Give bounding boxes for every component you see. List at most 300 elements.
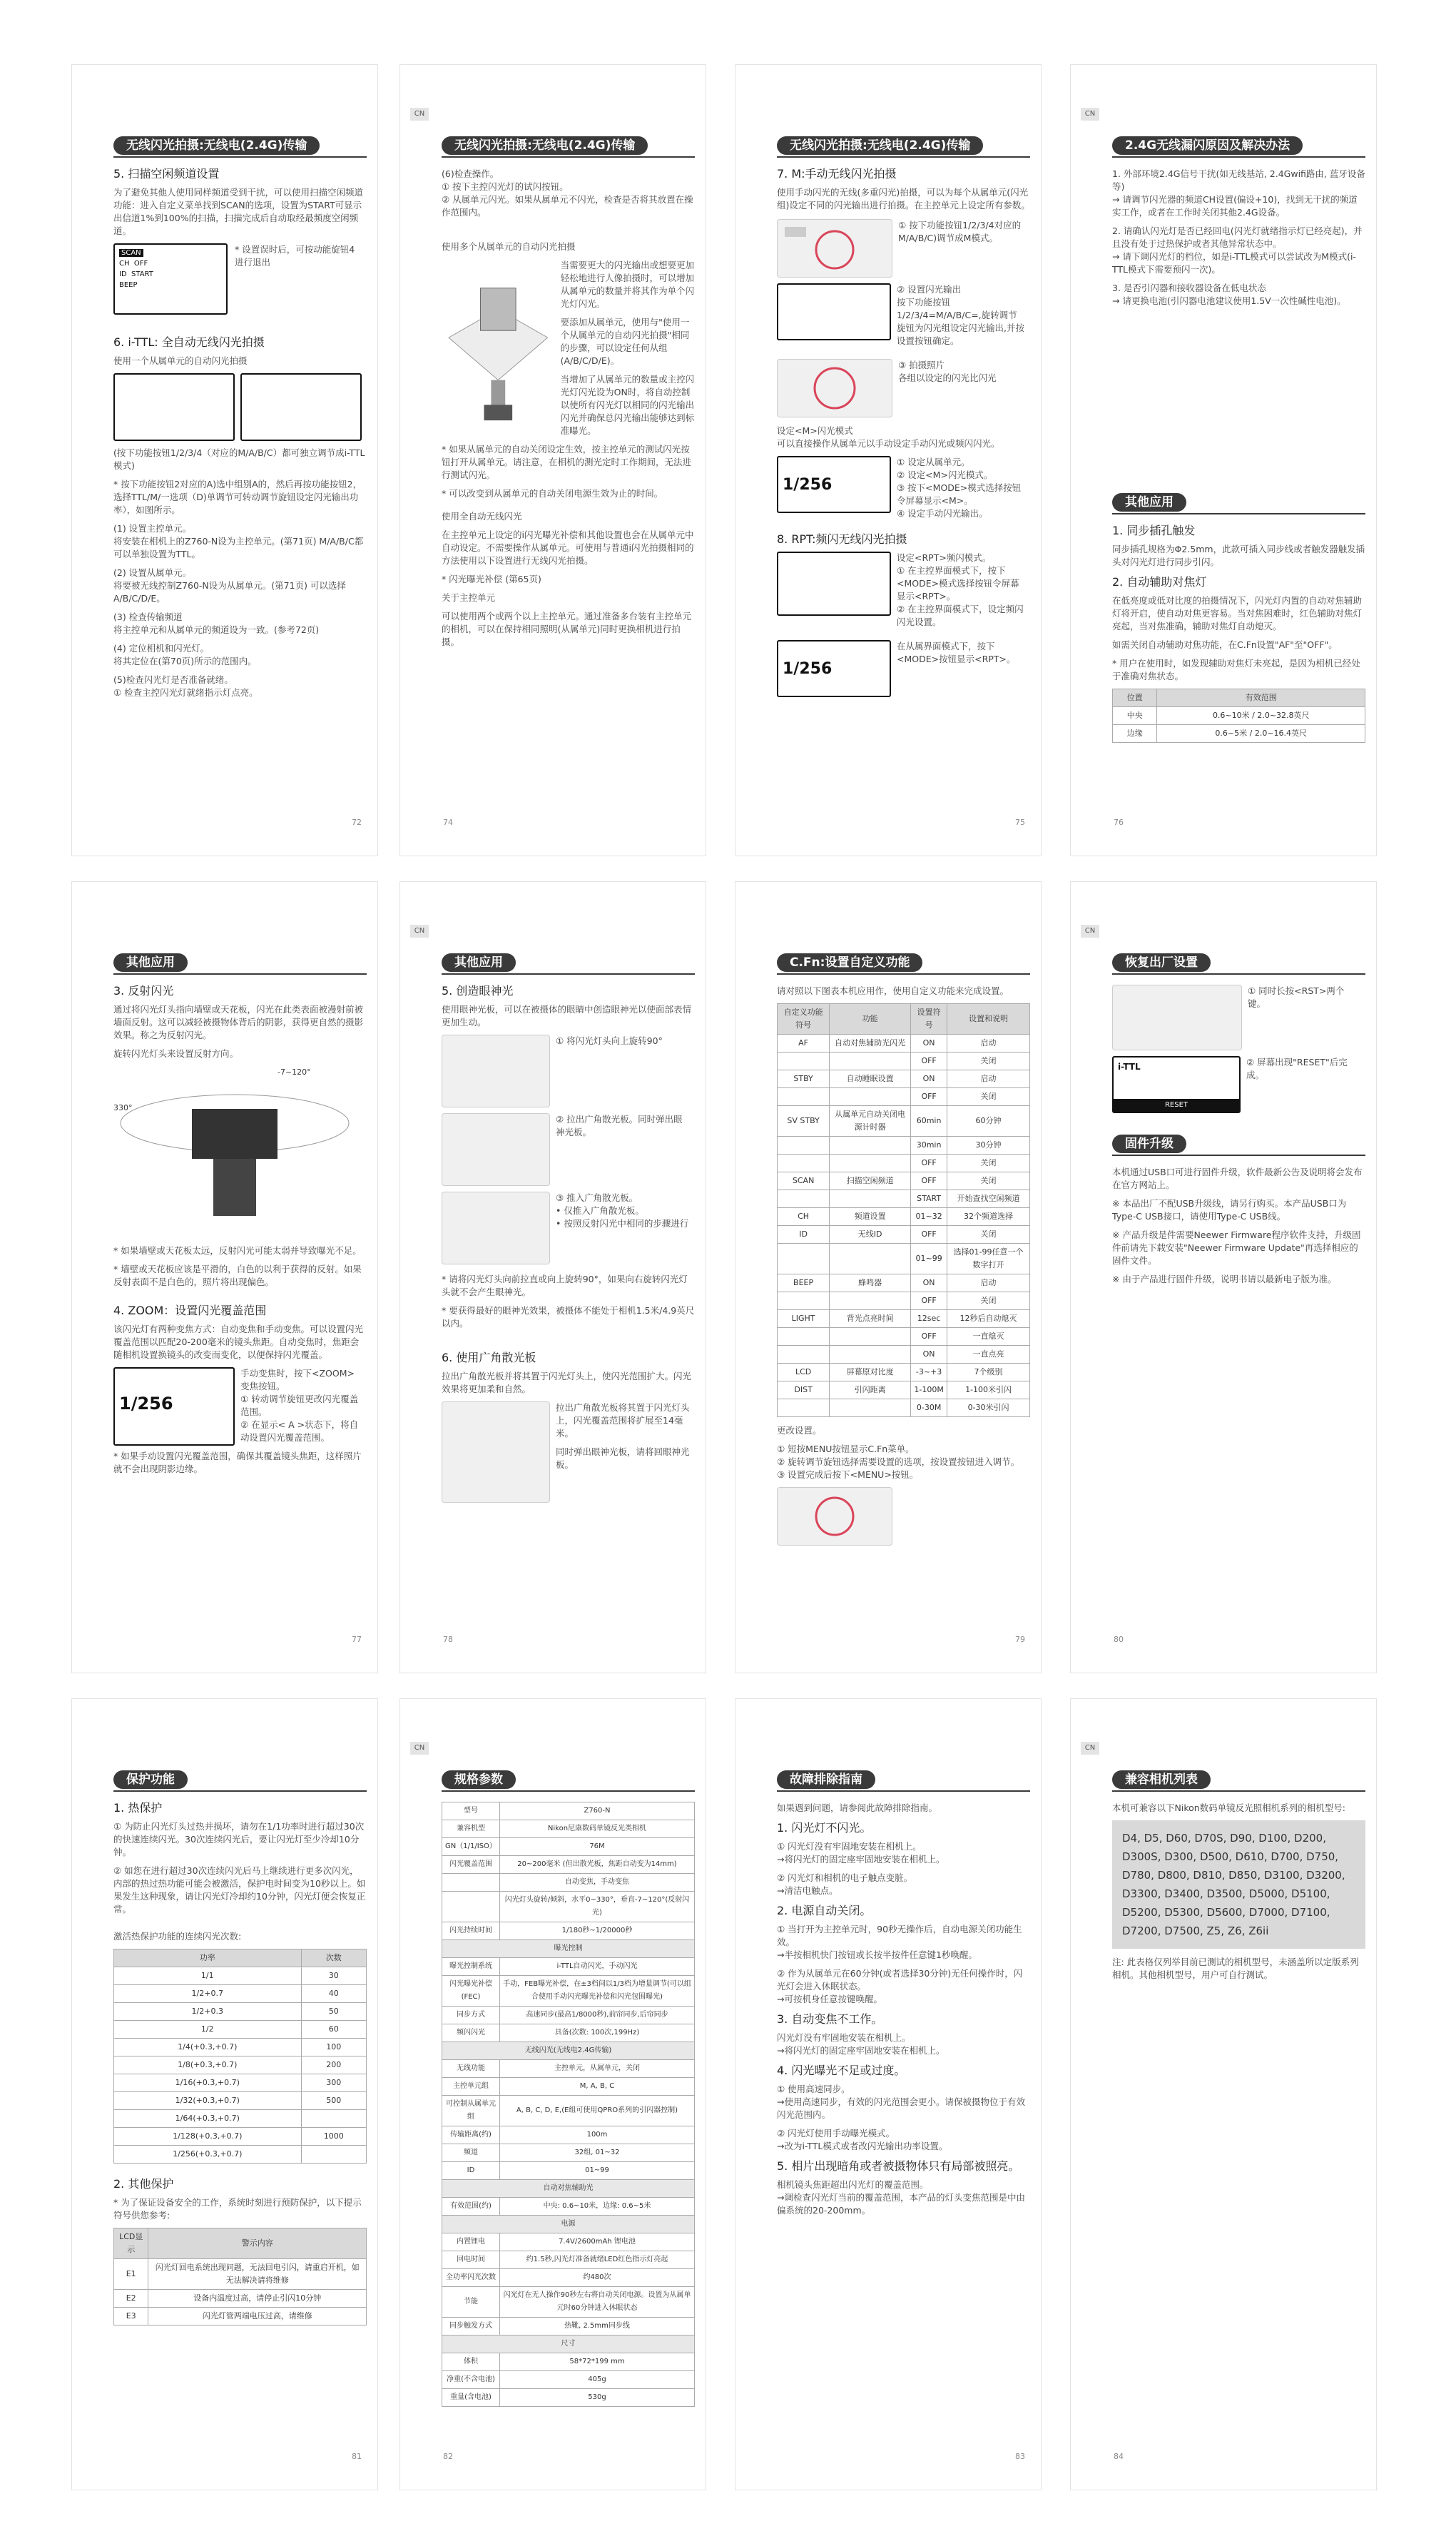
table-cell: 30分钟 bbox=[947, 1137, 1030, 1155]
table-cell: ON bbox=[911, 1035, 947, 1053]
manual-page-77 bbox=[71, 881, 378, 1673]
change-3: ③ 设置完成后按下<MENU>按钮。 bbox=[777, 1469, 919, 1480]
firmware-4: ※ 由于产品进行固件升级，说明书请以最新电子版为准。 bbox=[1112, 1274, 1337, 1284]
col-power: 功率 bbox=[114, 1949, 302, 1967]
step5-title: (5)检查闪光灯是否准备就绪。 bbox=[113, 674, 233, 685]
multi-text-1: 当需要更大的闪光输出或想要更加轻松地进行人像拍摄时，可以增加从属单元的数量并将其作为单个闪光灯闪光。 bbox=[560, 260, 695, 309]
table-cell: 选择01-99任意一个数字打开 bbox=[947, 1244, 1030, 1274]
table-row bbox=[114, 2290, 367, 2308]
heading-bounce: 3. 反射闪光 bbox=[113, 984, 174, 998]
dial-icon bbox=[778, 360, 892, 417]
table-cell: 具备(次数: 100次,199Hz) bbox=[499, 2024, 694, 2042]
manual-step-3b: 各组以设定的闪光比闪光 bbox=[898, 372, 997, 383]
page-number: 81 bbox=[352, 2452, 362, 2461]
page-body bbox=[1112, 1770, 1365, 1987]
spec-group-label: 尺寸 bbox=[442, 2335, 695, 2353]
set-mode-b: 可以直接操作从属单元以手动设定手动闪光或频闪闪光。 bbox=[777, 438, 1000, 449]
col-symbol: 自定义功能符号 bbox=[778, 1004, 830, 1035]
table-cell: 闪光持续时间 bbox=[442, 1922, 500, 1940]
table-row bbox=[442, 2233, 695, 2251]
table-cell: 手动，FEB曝光补偿，在±3档间以1/3档为增量调节(可以组合使用手动闪光曝光补偿和闪光包围曝光) bbox=[499, 1976, 694, 2007]
table-cell: 约480次 bbox=[499, 2269, 694, 2287]
section-rule bbox=[442, 1790, 695, 1792]
section-title: 故障排除指南 bbox=[777, 1770, 875, 1789]
table-cell: LIGHT bbox=[778, 1310, 830, 1328]
manual-page-84 bbox=[1070, 1698, 1377, 2490]
spec-group-row bbox=[442, 2335, 695, 2353]
table-cell: 回电时间 bbox=[442, 2251, 500, 2269]
change-title: 更改设置。 bbox=[777, 1425, 822, 1436]
table-cell: 60min bbox=[911, 1106, 947, 1137]
table-cell: 主控单元组 bbox=[442, 2078, 500, 2096]
section-title: 其他应用 bbox=[113, 953, 188, 972]
table-row bbox=[442, 1802, 695, 1820]
table-cell: 1/32(+0.3,+0.7) bbox=[114, 2092, 302, 2110]
page-number: 72 bbox=[352, 818, 362, 827]
page-number: 83 bbox=[1015, 2452, 1025, 2461]
table-row bbox=[114, 2092, 367, 2110]
table-cell: 1/8(+0.3,+0.7) bbox=[114, 2056, 302, 2074]
full-auto-heading: 使用全自动无线闪光 bbox=[442, 511, 522, 522]
table-cell: 1/2 bbox=[114, 2021, 302, 2039]
table-cell: 设备内温度过高，请停止引闪10分钟 bbox=[148, 2290, 367, 2308]
table-cell: 关闭 bbox=[947, 1155, 1030, 1172]
table-cell: E2 bbox=[114, 2290, 148, 2308]
m-step-4: ④ 设定手动闪光输出。 bbox=[897, 508, 988, 519]
table-row bbox=[114, 2003, 367, 2021]
table-cell: 关闭 bbox=[947, 1292, 1030, 1310]
flash-dial-image bbox=[777, 1487, 892, 1546]
table-cell bbox=[830, 1155, 911, 1172]
table-cell: 同步方式 bbox=[442, 2007, 500, 2024]
heading-t2: 2. 电源自动关闭。 bbox=[777, 1904, 872, 1917]
table-cell bbox=[778, 1399, 830, 1417]
lcd-ch-label: CH bbox=[119, 260, 130, 268]
section-rule bbox=[1112, 513, 1365, 514]
table-cell: OFF bbox=[911, 1328, 947, 1346]
table-cell: 内置锂电 bbox=[442, 2233, 500, 2251]
table-cell: 曝光控制系统 bbox=[442, 1958, 500, 1976]
table-cell: ID bbox=[778, 1226, 830, 1244]
table-cell: 58*72*199 mm bbox=[499, 2353, 694, 2371]
ittl-note: * 按下功能按钮2对应的A)选中组别A的，然后再按功能按钮2，选择TTL/M/一选项（D)单调节可转动调节旋钮设定闪光输出功率），如图所示。 bbox=[113, 479, 362, 515]
section-title: 兼容相机列表 bbox=[1112, 1770, 1211, 1789]
firmware-3: ※ 产品升级是件需要Neewer Firmware程序软件支持，升级固件前请先下载安装"Neewer Firmware Update"再选择相应的固件文件。 bbox=[1112, 1229, 1361, 1266]
table-cell: 1-100米引闪 bbox=[947, 1381, 1030, 1399]
section-title: 规格参数 bbox=[442, 1770, 516, 1789]
step2-body: 将要被无线控制Z760-N设为从属单元。(第71页) 可以选择A/B/C/D/E。 bbox=[113, 580, 346, 604]
trouble-intro: 如果遇到问题，请参阅此故障排除指南。 bbox=[777, 1802, 938, 1813]
table-row bbox=[114, 1985, 367, 2003]
heading-scan: 5. 扫描空闲频道设置 bbox=[113, 167, 220, 181]
multi-text-2: 要添加从属单元，使用与"使用一个从属单元的自动闪光拍摄"相同的步骤，可以设定任何从组(A/B/C/D/E)。 bbox=[560, 317, 690, 366]
t1-a: ① 闪光灯没有牢固地安装在相机上。 →将闪光灯的固定座牢固地安装在相机上。 bbox=[777, 1841, 945, 1865]
manual-page-81 bbox=[71, 1698, 378, 2490]
lcd-start-value: START bbox=[131, 270, 153, 278]
page-number: 82 bbox=[443, 2452, 453, 2461]
table-cell: i-TTL自动闪光，手动闪光 bbox=[499, 1958, 694, 1976]
table-cell: M, A, B, C bbox=[499, 2078, 694, 2096]
table-cell: 节能 bbox=[442, 2287, 500, 2318]
table-cell: ON bbox=[911, 1070, 947, 1088]
step5-body: ① 检查主控闪光灯就绪指示灯点亮。 bbox=[113, 687, 258, 698]
manual-page-82 bbox=[399, 1698, 706, 2490]
spec-group-row bbox=[442, 2042, 695, 2060]
table-cell: 100 bbox=[301, 2039, 366, 2056]
eye-3b: • 仅推入广角散光板。 bbox=[556, 1205, 644, 1216]
page-body bbox=[777, 136, 1030, 697]
table-cell bbox=[830, 1053, 911, 1070]
section-title: 无线闪光拍摄:无线电(2.4G)传输 bbox=[113, 136, 320, 155]
lcd-mode: i-TTL bbox=[1118, 1062, 1141, 1072]
table-cell: 背光点亮时间 bbox=[830, 1310, 911, 1328]
multi-flash-setup-icon bbox=[442, 259, 555, 437]
heading-wide: 6. 使用广角散光板 bbox=[442, 1351, 536, 1364]
table-cell: 频闪闪光 bbox=[442, 2024, 500, 2042]
section-title: 2.4G无线漏闪原因及解决办法 bbox=[1112, 136, 1303, 155]
table-cell: 1/1 bbox=[114, 1967, 302, 1985]
dial-icon bbox=[778, 1488, 892, 1545]
camera-intro: 本机可兼容以下Nikon数码单镜反光照相机系列的相机型号: bbox=[1112, 1802, 1345, 1813]
table-cell: 体积 bbox=[442, 2353, 500, 2371]
language-tab: CN bbox=[410, 1742, 429, 1755]
table-cell: 传输距离(约) bbox=[442, 2126, 500, 2144]
table-row bbox=[778, 1274, 1030, 1292]
rotate-text: 旋转闪光灯头来设置反射方向。 bbox=[113, 1048, 239, 1059]
table-cell: 01~99 bbox=[911, 1244, 947, 1274]
table-cell: 热靴, 2.5mm同步线 bbox=[499, 2318, 694, 2335]
bounce-text: 通过将闪光灯头指向墙壁或天花板，闪光在此类表面被漫射前被墙面反射。这可以减轻被摄物体背后的阴影，获得更自然的摄影效果。称之为反射闪光。 bbox=[113, 1004, 364, 1040]
table-cell: 闪光灯回电系统出现问题，无法回电引闪，请重启开机，如无法解决请将维修 bbox=[148, 2259, 367, 2290]
table-cell bbox=[778, 1190, 830, 1208]
section-title: 恢复出厂设置 bbox=[1112, 953, 1211, 972]
page-number: 76 bbox=[1114, 818, 1124, 827]
table-cell: 1/180秒~1/20000秒 bbox=[499, 1922, 694, 1940]
table-cell: SCAN bbox=[778, 1172, 830, 1190]
page-number: 84 bbox=[1114, 2452, 1124, 2461]
change-1: ① 短按MENU按钮显示C.Fn菜单。 bbox=[777, 1444, 915, 1454]
table-cell: 60 bbox=[301, 2021, 366, 2039]
ittl-subtitle: 使用一个从属单元的自动闪光拍摄 bbox=[113, 355, 248, 366]
language-tab: CN bbox=[1081, 1742, 1099, 1755]
table-cell: 关闭 bbox=[947, 1088, 1030, 1106]
table-cell: A, B, C, D, E,(E组可使用QPRO系列的引闪器控制) bbox=[499, 2096, 694, 2126]
table-cell: -3~+3 bbox=[911, 1364, 947, 1381]
table-cell: START bbox=[911, 1190, 947, 1208]
table-cell: 关闭 bbox=[947, 1226, 1030, 1244]
table-cell bbox=[778, 1244, 830, 1274]
table-cell: 闪光灯头旋转/倾斜，水平0~330°，垂直-7~120°(反射闪光) bbox=[499, 1892, 694, 1922]
note-2: * 可以改变到从属单元的自动关闭电源生效为止的时间。 bbox=[442, 488, 663, 499]
other-text: * 为了保证设备安全的工作，系统时刻进行预防保护，以下提示符号供您参考: bbox=[113, 2197, 362, 2221]
table-cell: 启动 bbox=[947, 1274, 1030, 1292]
table-cell: AF bbox=[778, 1035, 830, 1053]
section-rule bbox=[1112, 1155, 1365, 1156]
table-row bbox=[442, 2269, 695, 2287]
table-row bbox=[114, 2074, 367, 2092]
table-cell: 100m bbox=[499, 2126, 694, 2144]
table-row bbox=[778, 1070, 1030, 1088]
table-cell: 32个频道选择 bbox=[947, 1208, 1030, 1226]
reset-1: ① 同时长按<RST>两个键。 bbox=[1248, 985, 1345, 1009]
lcd-reset: RESET bbox=[1114, 1099, 1239, 1112]
ittl-lcd-right bbox=[240, 373, 362, 441]
af-text: 在低亮度或低对比度的拍摄情况下，闪光灯内置的自动对焦辅助灯将开启，使自动对焦更容易。当对焦困难时，红色辅助对焦灯亮起，当对焦准确，辅助对焦灯自动熄灭。 bbox=[1112, 595, 1363, 632]
table-cell: 1/2+0.3 bbox=[114, 2003, 302, 2021]
section-rule bbox=[777, 1790, 1030, 1792]
heading-eye: 5. 创造眼神光 bbox=[442, 984, 514, 998]
table-cell: 开始查找空闲频道 bbox=[947, 1190, 1030, 1208]
table-row bbox=[442, 2353, 695, 2371]
table-cell: 40 bbox=[301, 1985, 366, 2003]
step2-title: (2) 设置从属单元。 bbox=[113, 567, 192, 578]
af-range-table bbox=[1112, 689, 1365, 743]
firmware-1: 本机通过USB口可进行固件升级，软件最新公告及说明将会发布在官方网站上。 bbox=[1112, 1167, 1363, 1190]
table-row bbox=[442, 2007, 695, 2024]
table-row bbox=[442, 1874, 695, 1892]
heading-sync: 1. 同步插孔触发 bbox=[1112, 524, 1196, 537]
step4-body: 将其定位在(第70页)所示的范围内。 bbox=[113, 656, 257, 666]
issue-2: 2. 请确认闪光灯是否已经回电(闪光灯就绪指示灯已经亮起)，并且没有处于过热保护或者其他异常状态中。 bbox=[1112, 225, 1363, 249]
table-cell: 1/256(+0.3,+0.7) bbox=[114, 2146, 302, 2164]
table-row bbox=[442, 2126, 695, 2144]
table-cell: LCD bbox=[778, 1364, 830, 1381]
table-row bbox=[114, 2259, 367, 2290]
table-cell: 0-30米引闪 bbox=[947, 1399, 1030, 1417]
manual-page-83 bbox=[735, 1698, 1042, 2490]
bounce-note-2: * 墙壁或天花板应该是平滑的，白色的以利于获得的反射。如果反射表面不是白色的，照片将出现偏色。 bbox=[113, 1264, 362, 1287]
table-row bbox=[778, 1172, 1030, 1190]
rpt-2: ① 在主控界面模式下，按下<MODE>模式选择按钮令屏幕显示<RPT>。 bbox=[897, 565, 1019, 602]
table-row bbox=[442, 2371, 695, 2389]
spec-group-label: 自动对焦辅助光 bbox=[442, 2180, 695, 2198]
eye-note-2: * 要获得最好的眼神光效果，被摄体不能处于相机1.5米/4.9英尺以内。 bbox=[442, 1305, 695, 1329]
table-cell: DIST bbox=[778, 1381, 830, 1399]
heat-2: ② 如您在进行超过30次连续闪光后马上继续进行更多次闪光，内部的热过热功能可能会被激活，保护电时间变为10秒以上。如果发生这种现象，请让闪光灯冷却约10分钟，闪光灯便会恢复正常。 bbox=[113, 1865, 366, 1914]
bounce-rotation-diagram-icon bbox=[113, 1066, 356, 1230]
table-row bbox=[442, 2078, 695, 2096]
table-cell: 405g bbox=[499, 2371, 694, 2389]
manual-page-74 bbox=[399, 64, 706, 856]
table-cell: 主控单元，从属单元，关闭 bbox=[499, 2060, 694, 2078]
zoom-3: ② 在显示< A >状态下，将自动设置闪光覆盖范围。 bbox=[240, 1419, 359, 1443]
table-row bbox=[114, 2128, 367, 2146]
table-cell: 自动变焦，手动变焦 bbox=[499, 1874, 694, 1892]
table-cell: 无线功能 bbox=[442, 2060, 500, 2078]
table-cell: 12秒后自动熄灭 bbox=[947, 1310, 1030, 1328]
table-cell: 闪光覆盖范围 bbox=[442, 1856, 500, 1874]
heading-af: 2. 自动辅助对焦灯 bbox=[1112, 575, 1207, 589]
table-cell: 一直熄灭 bbox=[947, 1328, 1030, 1346]
table-cell: 从属单元自动关闭电源计时器 bbox=[830, 1106, 911, 1137]
section-rule bbox=[113, 1790, 367, 1792]
step4-title: (4) 定位相机和闪光灯。 bbox=[113, 643, 210, 654]
table-cell: 闪光灯在无人操作90秒左右将自动关闭电源。设置为从属单元时60分钟进入休眠状态 bbox=[499, 2287, 694, 2318]
manual-step-2: ② 设置闪光输出 bbox=[897, 284, 962, 295]
reset-2: ② 屏幕出现"RESET"后完成。 bbox=[1246, 1057, 1348, 1080]
heading-heat: 1. 热保护 bbox=[113, 1801, 163, 1815]
table-cell: ON bbox=[911, 1274, 947, 1292]
eye-2: ② 拉出广角散光板。同时弹出眼神光板。 bbox=[556, 1114, 683, 1137]
scan-text: 为了避免其他人使用同样频道受到干扰，可以使用扫描空闲频道功能：进入自定义菜单找到SCAN的选项，设置为START可显示出信道1%到100%的扫描，扫描完成后自动取经最频度空闲频道。 bbox=[113, 187, 364, 236]
cell: 边缘 bbox=[1113, 725, 1157, 743]
master-heading: 关于主控单元 bbox=[442, 592, 496, 603]
language-tab: CN bbox=[1081, 108, 1099, 121]
spec-group-row bbox=[442, 2180, 695, 2198]
table-cell: 30min bbox=[911, 1137, 947, 1155]
table-cell: 200 bbox=[301, 2056, 366, 2074]
table-cell: 自动对焦辅助光闪光 bbox=[830, 1035, 911, 1053]
table-cell bbox=[830, 1292, 911, 1310]
table-cell: 1/2+0.7 bbox=[114, 1985, 302, 2003]
table-cell bbox=[301, 2110, 366, 2128]
table-cell: OFF bbox=[911, 1155, 947, 1172]
camera-list: D4, D5, D60, D70S, D90, D100, D200, D300S, D300, D500, D610, D700, D750, D780, D800, D810, D850, D3100, D3200, D3300, D3400, D3500, D5000, D5100, D5200, D5300, D5600, D7000, D7100, D7200, D7500, Z5, Z6, Z6ii bbox=[1112, 1820, 1365, 1949]
manual-page-80 bbox=[1070, 881, 1377, 1673]
table-row bbox=[442, 2251, 695, 2269]
step3-title: (3) 检查传输频道 bbox=[113, 612, 183, 622]
table-cell: 型号 bbox=[442, 1802, 500, 1820]
table-cell: BEEP bbox=[778, 1274, 830, 1292]
rpt-4: 在从属界面模式下，按下<MODE>按钮显示<RPT>。 bbox=[897, 641, 1016, 664]
wide-panel-image bbox=[442, 1401, 550, 1503]
table-cell bbox=[830, 1399, 911, 1417]
table-cell: 无线ID bbox=[830, 1226, 911, 1244]
table-cell bbox=[830, 1346, 911, 1364]
table-cell: 01~99 bbox=[499, 2162, 694, 2180]
table-cell bbox=[830, 1328, 911, 1346]
eye-1: ① 将闪光灯头向上旋转90° bbox=[556, 1035, 663, 1046]
heading-t3: 3. 自动变焦不工作。 bbox=[777, 2012, 883, 2026]
table-row bbox=[778, 1399, 1030, 1417]
table-cell: 60分钟 bbox=[947, 1106, 1030, 1137]
heading-t4: 4. 闪光曝光不足或过度。 bbox=[777, 2064, 906, 2077]
heading-rpt: 8. RPT:频闪无线闪光拍摄 bbox=[777, 532, 907, 546]
heading-manual: 7. M:手动无线闪光拍摄 bbox=[777, 167, 897, 181]
spec-group-row bbox=[442, 2216, 695, 2233]
page-number: 75 bbox=[1015, 818, 1025, 827]
col-count: 次数 bbox=[301, 1949, 366, 1967]
table-cell: 1/16(+0.3,+0.7) bbox=[114, 2074, 302, 2092]
section-rule bbox=[777, 973, 1030, 975]
issue-1-fix: → 请调节闪光器的频道CH设置(偏设+10)，找到无干扰的频道实工作，或者在工作时关闭其他2.4G设备。 bbox=[1112, 194, 1358, 218]
table-cell bbox=[830, 1088, 911, 1106]
table-cell: 全功率闪光次数 bbox=[442, 2269, 500, 2287]
col-warning: 警示内容 bbox=[148, 2228, 367, 2259]
table-row bbox=[442, 2287, 695, 2318]
page-body bbox=[442, 136, 695, 654]
full-auto-note: * 闪光曝光补偿 (第65页) bbox=[442, 574, 541, 584]
table-cell: 7.4V/2600mAh 锂电池 bbox=[499, 2233, 694, 2251]
table-cell: 闪光曝光补偿(FEC) bbox=[442, 1976, 500, 2007]
rpt-1: 设定<RPT>频闪模式。 bbox=[897, 552, 992, 563]
table-cell bbox=[830, 1190, 911, 1208]
table-cell: 可控制从属单元组 bbox=[442, 2096, 500, 2126]
table-cell: OFF bbox=[911, 1053, 947, 1070]
step6a: ① 按下主控闪光灯的试闪按钮。 bbox=[442, 181, 569, 192]
m-step-3: ③ 按下<MODE>模式选择按钮令屏幕显示<M>。 bbox=[897, 482, 1022, 506]
lcd-id-label: ID bbox=[119, 270, 127, 278]
table-cell: OFF bbox=[911, 1088, 947, 1106]
flash-back-panel-image bbox=[777, 219, 892, 278]
table-cell: SV STBY bbox=[778, 1106, 830, 1137]
table-row bbox=[114, 2308, 367, 2326]
multi-text-3: 当增加了从属单元的数量或主控闪光灯闪光设为ON时，将自动控制以使所有闪光灯以相同的闪光输出闪光并确保总闪光输出能够达到标准曝光。 bbox=[560, 374, 695, 436]
table-row bbox=[778, 1053, 1030, 1070]
page-body bbox=[113, 1770, 367, 2326]
col-range: 有效范围 bbox=[1157, 689, 1365, 707]
table-cell: 中央: 0.6~10米，边缘: 0.6~5米 bbox=[499, 2198, 694, 2216]
table-row bbox=[778, 1244, 1030, 1274]
eye-3c: • 按照反射闪光中相同的步骤进行 bbox=[556, 1218, 689, 1229]
table-cell: E1 bbox=[114, 2259, 148, 2290]
language-tab: CN bbox=[1081, 925, 1099, 938]
page-body bbox=[113, 953, 367, 1481]
camera-note: 注: 此表格仅列举目前已测试的相机型号，未涵盖所以定版系列相机。其他相机型号，用户可自行测试。 bbox=[1112, 1957, 1359, 1980]
manual-step-3: ③ 拍摄照片 bbox=[898, 360, 945, 370]
col-setting: 设置符号 bbox=[911, 1004, 947, 1035]
ittl-lcd-left bbox=[113, 373, 235, 441]
manual-text: 使用手动闪光的无线(多重闪光)拍摄，可以为每个从属单元(闪光组)设定不同的闪光输出进行拍摄。在主控单元上设定所有参数。 bbox=[777, 187, 1030, 211]
table-row bbox=[778, 1310, 1030, 1328]
table-row bbox=[442, 2024, 695, 2042]
rpt-lcd-2: 1/256 bbox=[777, 640, 891, 697]
table-row bbox=[114, 2039, 367, 2056]
table-row bbox=[442, 2198, 695, 2216]
section-rule bbox=[777, 156, 1030, 158]
table-row bbox=[778, 1364, 1030, 1381]
manual-lcd bbox=[777, 283, 891, 340]
t1-b: ② 闪光灯和相机的电子触点变脏。 →清洁电触点。 bbox=[777, 1872, 913, 1896]
table-cell: 重量(含电池) bbox=[442, 2389, 500, 2407]
table-row bbox=[1113, 725, 1365, 743]
spec-group-label: 曝光控制 bbox=[442, 1940, 695, 1958]
table-cell: 净重(不含电池) bbox=[442, 2371, 500, 2389]
table-cell bbox=[442, 1892, 500, 1922]
cell: 0.6~10米 / 2.0~32.8英尺 bbox=[1157, 707, 1365, 725]
angle-330: 330° bbox=[113, 1103, 133, 1112]
page-number: 80 bbox=[1114, 1635, 1124, 1644]
table-cell: 蜂鸣器 bbox=[830, 1274, 911, 1292]
flash-dial-image bbox=[777, 359, 892, 417]
col-function: 功能 bbox=[830, 1004, 911, 1035]
section-rule bbox=[1112, 1790, 1365, 1792]
page-body bbox=[1112, 953, 1365, 1292]
page-body bbox=[442, 953, 695, 1503]
flash-head-up-image bbox=[442, 1035, 550, 1107]
table-cell: 0-30M bbox=[911, 1399, 947, 1417]
table-cell: ON bbox=[911, 1346, 947, 1364]
heading-t5: 5. 相片出现暗角或者被摄物体只有局部被照亮。 bbox=[777, 2159, 1020, 2173]
section-rule bbox=[113, 973, 367, 975]
flash-back-image bbox=[1112, 985, 1242, 1050]
table-row bbox=[114, 2146, 367, 2164]
table-cell: CH bbox=[778, 1208, 830, 1226]
section-rule bbox=[442, 973, 695, 975]
table-row bbox=[778, 1035, 1030, 1053]
firmware-2: ※ 本品出厂不配USB升级线，请另行购买。本产品USB口为Type-C USB接口，请使用Type-C USB线。 bbox=[1112, 1198, 1347, 1222]
table-row bbox=[442, 1958, 695, 1976]
m-step-1: ① 设定从属单元。 bbox=[897, 457, 970, 467]
table-cell: 有效范围(约) bbox=[442, 2198, 500, 2216]
scan-lcd-display bbox=[113, 243, 228, 315]
t3-a: 闪光灯没有牢固地安装在相机上。 →将闪光灯的固定座牢固地安装在相机上。 bbox=[777, 2032, 945, 2056]
table-row bbox=[778, 1328, 1030, 1346]
issue-3-fix: → 请更换电池(引闪器电池建议使用1.5V一次性碱性电池)。 bbox=[1112, 295, 1346, 306]
error-table bbox=[113, 2228, 367, 2326]
table-title: 激活热保护功能的连续闪光次数: bbox=[113, 1931, 242, 1942]
table-cell: 1000 bbox=[301, 2128, 366, 2146]
